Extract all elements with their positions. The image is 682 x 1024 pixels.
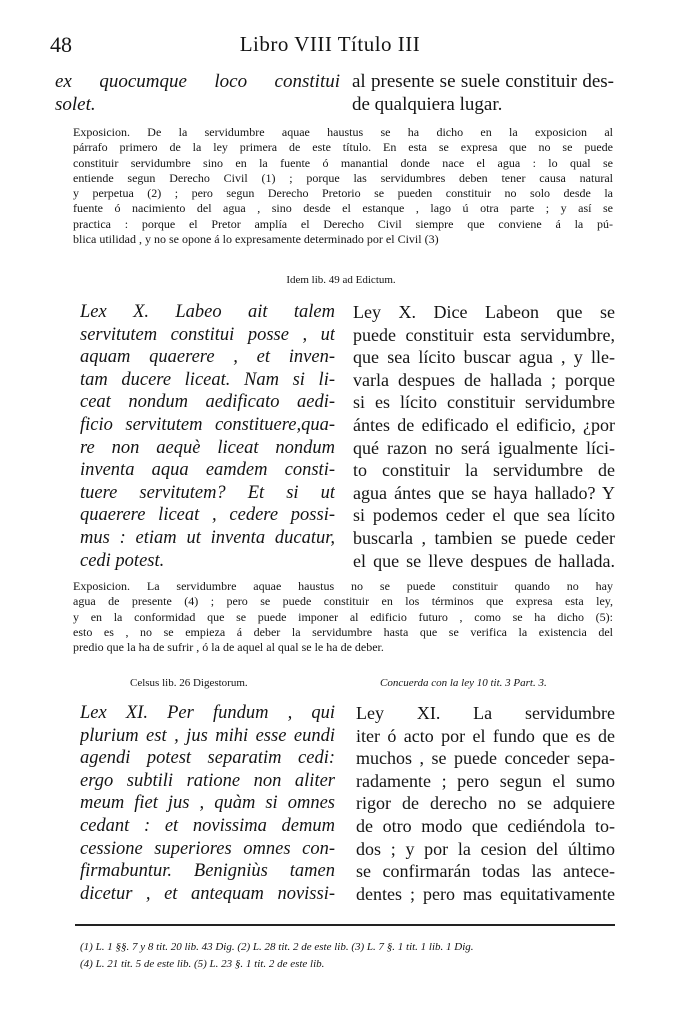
text-line: firmabuntur. Benigniùs tamen bbox=[80, 861, 335, 882]
text-line: Ley X. Dice Labeon que se bbox=[353, 302, 615, 322]
text-line: constituir servidumbre sino en la fuente ó manantial donde nace el agua : lo qual se bbox=[73, 155, 613, 170]
text-line: blica utilidad , y no se opone á lo expresamente determinado por el Civil (3) bbox=[73, 232, 439, 247]
text-line: iter ó acto por el fundo que es de bbox=[356, 725, 615, 746]
text-line: cessione superiores omnes con- bbox=[80, 838, 335, 859]
text-line: que sea lícito buscar agua , y lle- bbox=[353, 347, 615, 368]
text-line: muchos , se puede conceder sepa- bbox=[356, 748, 615, 769]
text-line: buscarla , tambien se puede ceder bbox=[353, 527, 615, 548]
text-line: agua de presente (4) ; pero se puede constituir en los términos que expresa esta ley, bbox=[73, 594, 613, 609]
text-line: servitutem constitui posse , ut bbox=[80, 324, 335, 345]
top-latin-text bbox=[55, 70, 340, 116]
text-line: cedi potest. bbox=[80, 550, 165, 571]
text-line: Lex XI. Per fundum , qui bbox=[80, 703, 335, 723]
text-line: de otro modo que cediéndola to- bbox=[356, 815, 615, 836]
text-line: se confirmarán todas las antece- bbox=[356, 861, 615, 882]
page-number: 48 bbox=[50, 32, 72, 57]
top-spanish-text bbox=[352, 70, 614, 116]
text-line: puede constituir esta servidumbre, bbox=[353, 324, 615, 345]
text-line: ergo subtili ratione non aliter bbox=[80, 770, 335, 791]
text-line: ceat nondum aedificato aedi- bbox=[80, 392, 335, 413]
text-line: varla despues de hallada ; porque bbox=[353, 369, 615, 390]
lex-xi-latin bbox=[80, 702, 335, 905]
text-line: tuere servitutem? Et si ut bbox=[80, 482, 335, 503]
text-line: y en la conformidad que se puede imponer al edificio futuro , como se ha dicho (5): bbox=[73, 609, 613, 624]
citation-concuerda: Concuerda con la ley 10 tit. 3 Part. 3. bbox=[380, 677, 547, 689]
text-line: cedant : et novissima demum bbox=[80, 815, 335, 836]
text-line: ficio servitutem constituere,qua- bbox=[80, 414, 335, 435]
text-line: re non aequè liceat nondum bbox=[80, 437, 335, 458]
running-title: Libro VIII Título III bbox=[239, 32, 421, 56]
exposicion-paragraph-1 bbox=[73, 125, 613, 247]
footnote-line: (1) L. 1 §§. 7 y 8 tit. 20 lib. 43 Dig. (2) L. 28 tit. 2 de este lib. (3) L. 7 §. 1 tit. 1 lib. 1 Dig. bbox=[80, 941, 474, 953]
text-line: dicetur , et antequam novissi- bbox=[80, 883, 335, 904]
text-line: si podemos ceder el que sea lícito bbox=[353, 505, 615, 526]
text-line: agua ántes que se haya hallado? Y bbox=[353, 482, 615, 503]
text-line: dentes ; pero mas equitativamente bbox=[356, 883, 615, 904]
text-line: Exposicion. La servidumbre aquae haustus no se puede constituir quando no hay bbox=[73, 579, 613, 593]
text-line: al presente se suele constituir des- bbox=[352, 71, 614, 92]
text-line: radamente ; pero segun el sumo bbox=[356, 770, 615, 791]
text-line: meum fiet jus , quàm si omnes bbox=[80, 793, 335, 814]
text-line: párrafo primero de la ley primera de este título. En esta se expresa que no se puede bbox=[73, 140, 613, 155]
text-line: Lex X. Labeo ait talem bbox=[80, 302, 335, 322]
text-line: ex quocumque loco constitui bbox=[55, 71, 340, 92]
text-line: esto es , no se empieza á deber la servidumbre hasta que se verifica la existencia del bbox=[73, 624, 613, 639]
citation-idem: Idem lib. 49 ad Edictum. bbox=[286, 274, 396, 286]
text-line: entiende segun Derecho Civil (1) ; porque las servidumbres deben tener causa natural bbox=[73, 170, 613, 185]
text-line: qué razon no será igualmente líci- bbox=[353, 437, 615, 458]
ley-x-spanish bbox=[353, 301, 615, 572]
text-line: de qualquiera lugar. bbox=[352, 94, 503, 115]
ley-xi-spanish bbox=[356, 702, 615, 905]
text-line: si es lícito constituir servidumbre bbox=[353, 392, 615, 413]
text-line: agendi potest separatim cedi: bbox=[80, 748, 335, 769]
text-line: practica : porque el Pretor amplía el Derecho Civil siempre que conviene á la pú- bbox=[73, 216, 613, 231]
text-line: inventa aqua eamdem consti- bbox=[80, 460, 335, 481]
exposicion-paragraph-2 bbox=[73, 579, 613, 655]
text-line: fuente ó nacimiento del agua , sino desde el estanque , lago ú otra parte ; y así se bbox=[73, 201, 613, 216]
footnotes bbox=[80, 939, 620, 973]
lex-x-latin bbox=[80, 301, 335, 572]
text-line: Ley XI. La servidumbre bbox=[356, 703, 615, 723]
text-line: quaerere liceat , cedere possi- bbox=[80, 505, 335, 526]
text-line: solet. bbox=[55, 94, 96, 115]
text-line: predio que la ha de sufrir , ó la de aquel al qual se le ha de deber. bbox=[73, 640, 384, 655]
text-line: tam ducere liceat. Nam si li- bbox=[80, 369, 335, 390]
text-line: dos ; y por la cesion del último bbox=[356, 838, 615, 859]
text-line: Exposicion. De la servidumbre aquae haustus se ha dicho en la exposicion al bbox=[73, 125, 613, 139]
page-header bbox=[50, 30, 610, 60]
text-line: mus : etiam ut inventa ducatur, bbox=[80, 527, 335, 548]
text-line: plurium est , jus mihi esse eundi bbox=[80, 725, 335, 746]
text-line: ántes de edificado el edificio, ¿por bbox=[353, 414, 615, 435]
text-line: to constituir la servidumbre de bbox=[353, 460, 615, 481]
text-line: y perpetua (2) ; pero segun Derecho Pretorio se pueden constituir no solo desde la bbox=[73, 186, 613, 201]
citation-celsus: Celsus lib. 26 Digestorum. bbox=[130, 677, 248, 689]
text-line: rigor de derecho no se adquiere bbox=[356, 793, 615, 814]
text-line: aquam quaerere , et inven- bbox=[80, 347, 335, 368]
footnote-divider bbox=[75, 924, 615, 926]
text-line: el que se lleve despues de hallada. bbox=[353, 550, 615, 571]
footnote-line: (4) L. 21 tit. 5 de este lib. (5) L. 23 §. 1 tit. 2 de este lib. bbox=[80, 958, 325, 970]
